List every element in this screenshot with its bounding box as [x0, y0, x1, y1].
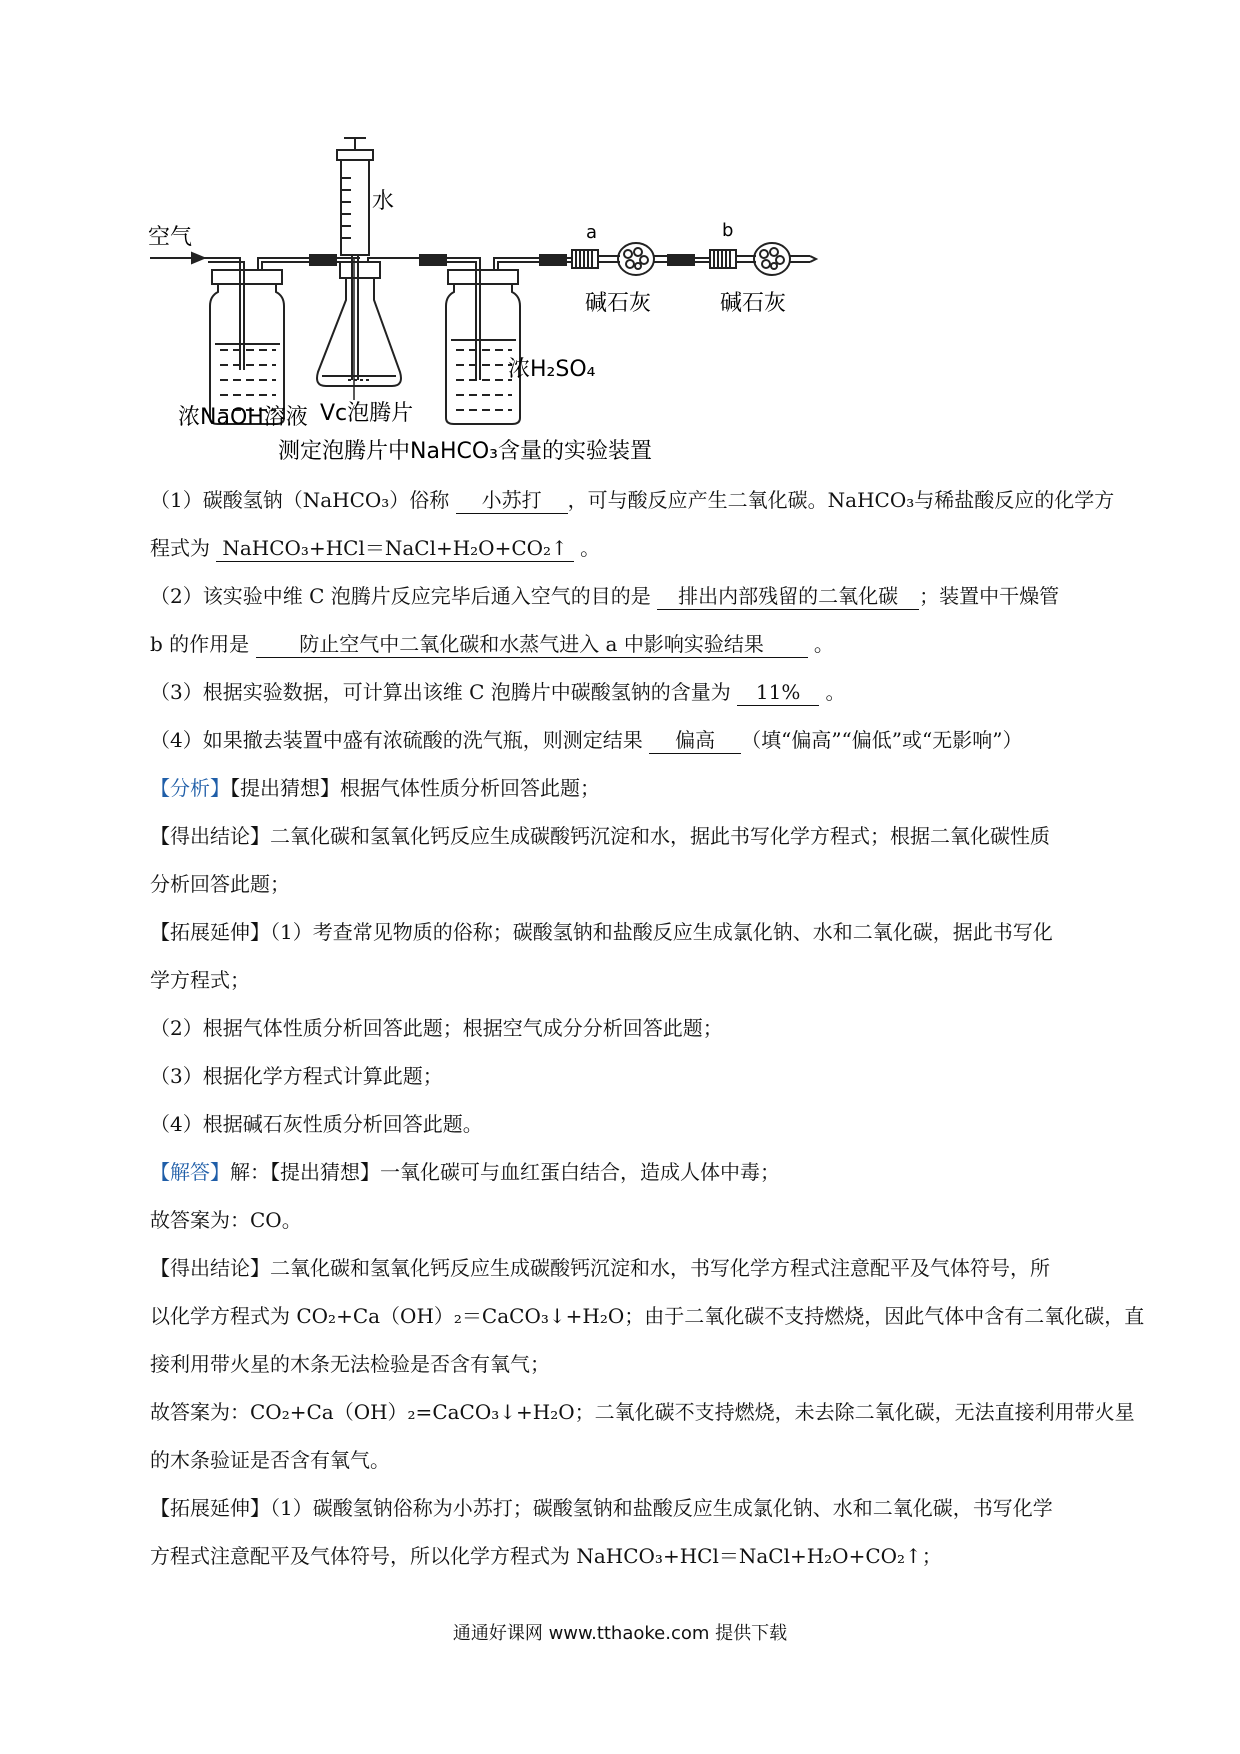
vc-label: Vc泡腾片	[320, 401, 414, 426]
q2-line1: （2）该实验中维 C 泡腾片反应完毕后通入空气的目的是 排出内部残留的二氧化碳 ；装置中干燥管	[150, 584, 1060, 608]
analysis-line-3: 分析回答此题；	[150, 872, 290, 896]
answer-line-6: 故答案为：CO₂+Ca（OH）₂=CaCO₃↓+H₂O；二氧化碳不支持燃烧，未去除二氧化碳，无法直接利用带火星	[150, 1400, 1135, 1424]
q4-line: （4）如果撤去装置中盛有浓硫酸的洗气瓶，则测定结果 偏高 （填“偏高”“偏低”或“无影响”）	[150, 728, 1023, 752]
q1-line2: 程式为 NaHCO₃+HCl＝NaCl+H₂O+CO₂↑ 。	[150, 536, 601, 560]
answer-line-3: 【得出结论】二氧化碳和氢氧化钙反应生成碳酸钙沉淀和水，书写化学方程式注意配平及气体符号，所	[150, 1256, 1050, 1280]
answer-line-5: 接利用带火星的木条无法检验是否含有氧气；	[150, 1352, 550, 1376]
q1-answer-2: NaHCO₃+HCl＝NaCl+H₂O+CO₂↑	[216, 535, 573, 562]
air-label: 空气	[148, 225, 193, 250]
analysis-line-7: （3）根据化学方程式计算此题；	[150, 1064, 443, 1088]
soda-lime-a-label: 碱石灰	[585, 291, 652, 316]
naoh-label: 浓NaOH溶液	[178, 405, 308, 430]
analysis-line-4: 【拓展延伸】（1）考查常见物质的俗称；碳酸氢钠和盐酸反应生成氯化钠、水和二氧化碳，据此书写化	[150, 920, 1053, 944]
answer-line-2: 故答案为：CO。	[150, 1208, 302, 1232]
answer-line-1: 【解答】解：【提出猜想】一氧化碳可与血红蛋白结合，造成人体中毒；	[150, 1160, 780, 1184]
analysis-line-8: （4）根据碱石灰性质分析回答此题。	[150, 1112, 483, 1136]
q2-line2: b 的作用是 防止空气中二氧化碳和水蒸气进入 a 中影响实验结果 。	[150, 632, 834, 656]
q1-line1: （1）碳酸氢钠（NaHCO₃）俗称 小苏打 ，可与酸反应产生二氧化碳。NaHCO₃与稀盐酸反应的化学方	[150, 488, 1115, 512]
h2so4-label: 浓H₂SO₄	[508, 357, 596, 382]
analysis-tag: 【分析】	[150, 776, 230, 800]
tube-a-label: a	[586, 222, 598, 243]
answer-line-8: 【拓展延伸】（1）碳酸氢钠俗称为小苏打；碳酸氢钠和盐酸反应生成氯化钠、水和二氧化碳，书写化学	[150, 1496, 1053, 1520]
q3-line: （3）根据实验数据，可计算出该维 C 泡腾片中碳酸氢钠的含量为 11% 。	[150, 680, 846, 704]
water-label: 水	[372, 189, 395, 214]
apparatus-diagram	[0, 0, 1240, 470]
analysis-line-1: 【分析】【提出猜想】根据气体性质分析回答此题；	[150, 776, 600, 800]
q2-answer-1: 排出内部残留的二氧化碳	[657, 583, 919, 610]
tube-b-label: b	[722, 220, 734, 241]
answer-line-7: 的木条验证是否含有氧气。	[150, 1448, 390, 1472]
answer-tag: 【解答】	[150, 1160, 230, 1184]
q4-answer: 偏高	[649, 727, 741, 754]
q1-answer-1: 小苏打	[456, 487, 568, 514]
answer-line-4: 以化学方程式为 CO₂+Ca（OH）₂＝CaCO₃↓+H₂O；由于二氧化碳不支持燃烧，因此气体中含有二氧化碳，直	[150, 1304, 1145, 1328]
diagram-caption: 测定泡腾片中NaHCO₃含量的实验装置	[278, 439, 652, 464]
analysis-line-6: （2）根据气体性质分析回答此题；根据空气成分分析回答此题；	[150, 1016, 723, 1040]
answer-line-9: 方程式注意配平及气体符号，所以化学方程式为 NaHCO₃+HCl＝NaCl+H₂O+CO₂↑；	[150, 1544, 942, 1568]
soda-lime-b-label: 碱石灰	[720, 291, 787, 316]
q3-answer: 11%	[737, 679, 819, 706]
analysis-line-5: 学方程式；	[150, 968, 250, 992]
page-footer: 通通好课网 www.tthaoke.com 提供下载	[452, 1623, 788, 1644]
analysis-line-2: 【得出结论】二氧化碳和氢氧化钙反应生成碳酸钙沉淀和水，据此书写化学方程式；根据二氧化碳性质	[150, 824, 1050, 848]
q2-answer-2: 防止空气中二氧化碳和水蒸气进入 a 中影响实验结果	[256, 631, 808, 658]
